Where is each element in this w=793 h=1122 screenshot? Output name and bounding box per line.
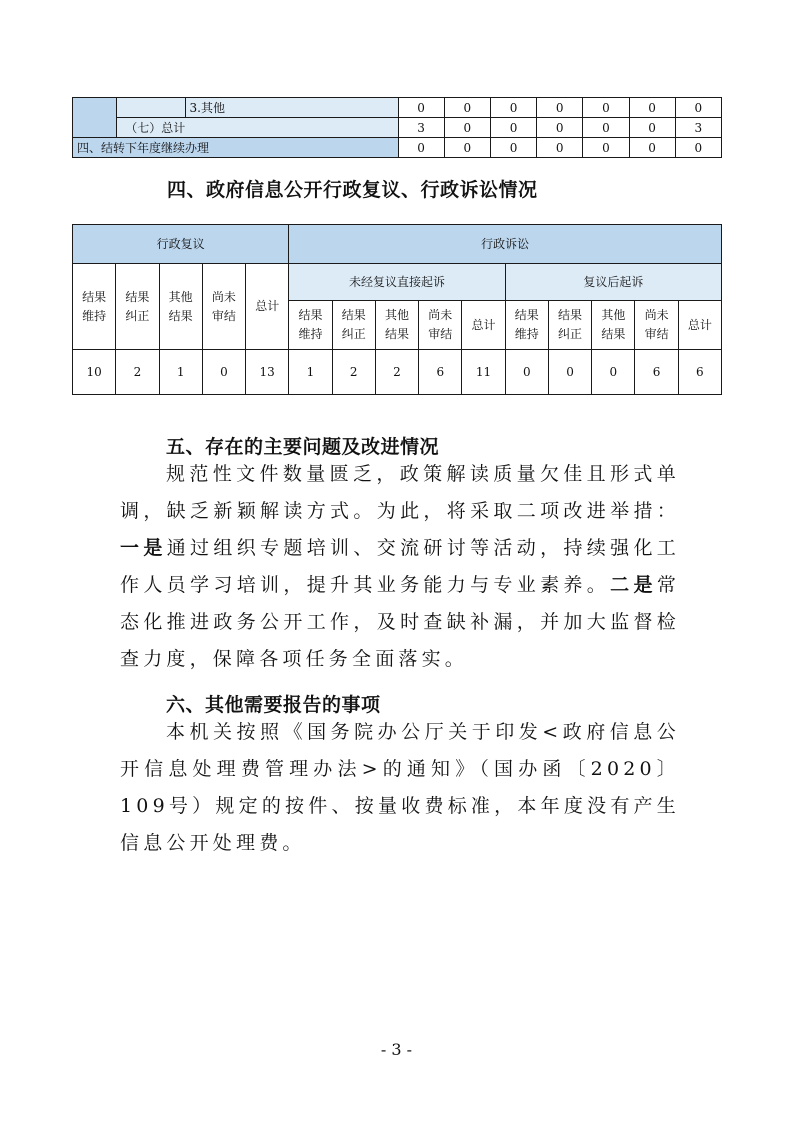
section-5-paragraph: 规范性文件数量匮乏，政策解读质量欠佳且形式单调，缺乏新颖解读方式。为此，将采取二项改进举措：一是通过组织专题培训、交流研讨等活动，持续强化工作人员学习培训，提升其业务能力与专业素养。二是常态化推进政务公开工作，及时查缺补漏，并加大监督检查力度，保障各项任务全面落实。 (120, 463, 681, 670)
cell: 0 (444, 138, 490, 158)
row-label: （七）总计 (117, 118, 398, 138)
col-header: 结果 维持 (289, 301, 332, 350)
section-5-heading: 五、存在的主要问题及改进情况 (166, 436, 440, 458)
section-4-heading: 四、政府信息公开行政复议、行政诉讼情况 (167, 179, 538, 201)
table-header-row (73, 264, 722, 301)
litigation-header: 行政诉讼 (289, 225, 722, 264)
col-header: 尚未 审结 (419, 301, 462, 350)
cell: 0 (444, 98, 490, 118)
table-row (73, 138, 722, 158)
cell: 0 (537, 138, 583, 158)
cell: 0 (398, 98, 444, 118)
cell: 2 (375, 350, 418, 395)
cell: 0 (202, 350, 245, 395)
table-row (73, 98, 722, 118)
cell: 3 (398, 118, 444, 138)
cell: 0 (583, 138, 629, 158)
table-row (73, 350, 722, 395)
page-number: - 3 - (380, 1040, 413, 1059)
col-header: 总计 (246, 264, 289, 350)
col-header: 总计 (678, 301, 721, 350)
subgroup-cell (117, 98, 185, 118)
cell: 0 (537, 98, 583, 118)
after-review-suit-header: 复议后起诉 (505, 264, 721, 301)
col-header: 其他 结果 (375, 301, 418, 350)
col-header: 其他 结果 (592, 301, 635, 350)
emphasis-first: 一是 (120, 537, 167, 559)
review-header: 行政复议 (73, 225, 289, 264)
col-header: 尚未 审结 (202, 264, 245, 350)
cell: 0 (583, 118, 629, 138)
row-label: 四、结转下年度继续办理 (73, 138, 399, 158)
table-row (73, 118, 722, 138)
col-header: 尚未 审结 (635, 301, 678, 350)
table-header-row (73, 225, 722, 264)
cell: 0 (548, 350, 591, 395)
cell: 10 (73, 350, 116, 395)
col-header: 其他 结果 (159, 264, 202, 350)
cell: 0 (537, 118, 583, 138)
cell: 11 (462, 350, 505, 395)
col-header: 结果 纠正 (548, 301, 591, 350)
cell: 3 (675, 118, 721, 138)
col-header: 结果 纠正 (116, 264, 159, 350)
col-header: 结果 维持 (73, 264, 116, 350)
cell: 0 (490, 118, 536, 138)
col-header: 结果 纠正 (332, 301, 375, 350)
cell: 0 (629, 118, 675, 138)
disposition-table-continued (72, 97, 722, 158)
col-header: 总计 (462, 301, 505, 350)
emphasis-second: 二是 (610, 574, 657, 596)
cell: 0 (398, 138, 444, 158)
cell: 0 (505, 350, 548, 395)
direct-suit-header: 未经复议直接起诉 (289, 264, 505, 301)
cell: 2 (332, 350, 375, 395)
cell: 0 (490, 138, 536, 158)
cell: 0 (490, 98, 536, 118)
cell: 2 (116, 350, 159, 395)
cell: 1 (159, 350, 202, 395)
col-header: 结果 维持 (505, 301, 548, 350)
cell: 6 (678, 350, 721, 395)
cell: 6 (635, 350, 678, 395)
cell: 0 (444, 118, 490, 138)
review-litigation-table (72, 224, 722, 395)
section-6-paragraph: 本机关按照《国务院办公厅关于印发<政府信息公开信息处理费管理办法>的通知》（国办函〔2020〕109号）规定的按件、按量收费标准，本年度没有产生信息公开处理费。 (120, 721, 680, 854)
cell: 0 (675, 138, 721, 158)
cell: 0 (592, 350, 635, 395)
cell: 0 (629, 138, 675, 158)
section-6-heading: 六、其他需要报告的事项 (166, 694, 381, 716)
cell: 0 (675, 98, 721, 118)
cell: 1 (289, 350, 332, 395)
cell: 0 (629, 98, 675, 118)
cell: 0 (583, 98, 629, 118)
cell: 6 (419, 350, 462, 395)
row-label: 3.其他 (185, 98, 398, 118)
cell: 13 (246, 350, 289, 395)
group-cell (73, 98, 117, 138)
